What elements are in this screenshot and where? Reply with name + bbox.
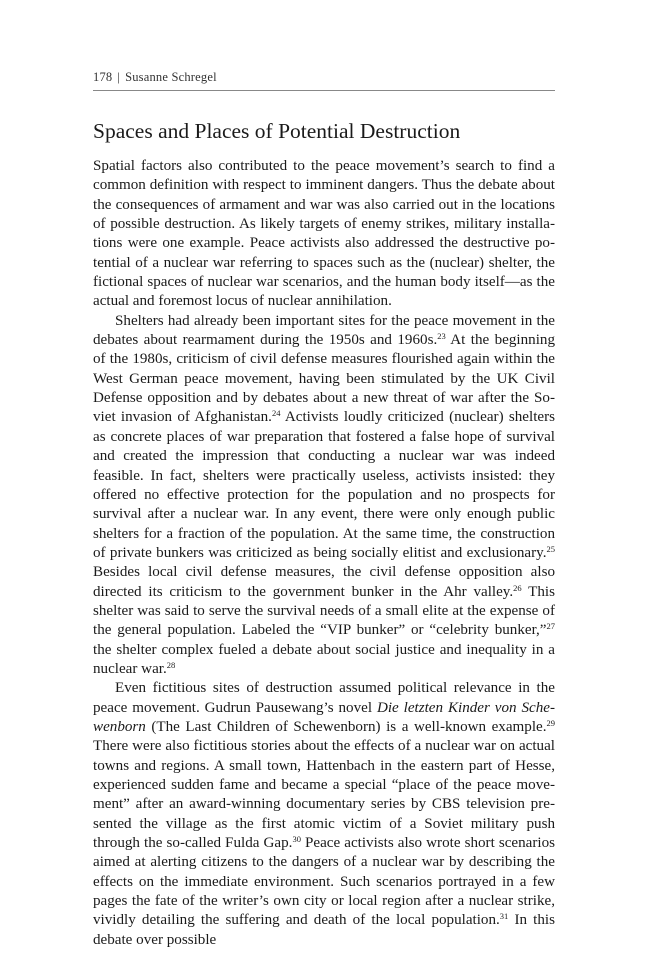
text-run: Spatial factors also contributed to the peace movement’s search to find a common definition with respect to imminent dangers. Thus the debate about the consequences of armament and war was also carried out in the locations of possible destruction. As likely targets of enemy strikes, military installations were one example. Peace activists also addressed the destructive potential of a nuclear war referring to spaces such as the (nuclear) shelter, the fictional spaces of nuclear war scenarios, and the human body itself—as the actual and foremost locus of nuclear annihilation. bbox=[93, 158, 555, 310]
footnote-reference: 25 bbox=[546, 543, 555, 554]
running-head bbox=[93, 70, 555, 85]
text-run: Shelters had already been important sites for the peace movement in the debates about rearmament during the 1950s and 1960s. bbox=[93, 312, 555, 349]
text-run: Even fictitious sites of destruction assumed political relevance in the peace movement. Gudrun Pausewang’s novel bbox=[93, 680, 555, 716]
text-run: This shelter was said to serve the survival needs of a small elite at the expense of the general population. Labeled the “VIP bunker” or “celebrity bunker,” bbox=[93, 583, 555, 639]
book-title: Die letzten Kinder von Schewenborn bbox=[93, 699, 555, 735]
section-title: Spaces and Places of Potential Destruction bbox=[93, 119, 461, 143]
text-run: There were also fictitious stories about the effects of a nuclear war on actual towns and regions. A small town, Hattenbach in the eastern part of Hesse, experienced sudden fame and became a special “place of the peace movement” after an award-winning documentary series by CBS television presented the village as the first atomic victim of a Soviet military push through the so-called Fulda Gap. bbox=[93, 738, 555, 852]
paragraph bbox=[93, 679, 555, 950]
text-run: (The Last Children of Schewenborn) is a well-known example. bbox=[145, 718, 547, 735]
text-run: the shelter complex fueled a debate about social justice and inequality in a nuclear war. bbox=[93, 641, 555, 677]
running-head-author: Susanne Schregel bbox=[125, 70, 217, 84]
body-text bbox=[93, 157, 555, 950]
footnote-reference: 23 bbox=[437, 331, 446, 342]
header-rule bbox=[93, 90, 555, 91]
running-head-separator: | bbox=[117, 70, 121, 84]
text-run: Activists loudly criticized (nuclear) shelters as concrete places of war preparation that fostered a false hope of survival and created the impression that conducting a nuclear war was indeed feasible. In fact, shelters were practically useless, activists insisted: they offered no effective protection for the population and no prospects for survival after a nuclear war. In any event, there were only enough public shelters for a fraction of the population. At the same time, the construction of private bunkers was criticized as being socially elitist and exclusionary. bbox=[93, 409, 555, 561]
page-number: 178 bbox=[93, 70, 113, 84]
footnote-reference: 31 bbox=[499, 911, 509, 922]
footnote-reference: 24 bbox=[271, 408, 281, 419]
text-run: In this debate over possible bbox=[93, 912, 555, 948]
footnote-reference: 27 bbox=[546, 621, 555, 632]
footnote-reference: 30 bbox=[292, 834, 301, 845]
footnote-reference: 26 bbox=[513, 582, 522, 593]
text-run: At the beginning of the 1980s, criticism of civil defense measures flourished again within the West German peace movement, having been stimulated by the UK Civil Defense opposition and by debates about a new threat of war after the Soviet invasion of Afghanistan. bbox=[93, 332, 555, 426]
paragraph bbox=[93, 157, 555, 312]
text-run: Peace activists also wrote short scenarios aimed at alerting citizens to the dangers of a nuclear war by describing the effects on the immediate environment. Such scenarios portrayed in a few pages the fate of the writer’s own city or local region after a nuclear strike, vividly detailing the suffering and death of the local population. bbox=[93, 835, 555, 929]
footnote-reference: 28 bbox=[166, 659, 176, 670]
footnote-reference: 29 bbox=[546, 717, 555, 728]
text-run: Besides local civil defense measures, the civil defense opposition also directed its criticism to the government bunker in the Ahr valley. bbox=[93, 564, 555, 600]
paragraph bbox=[93, 312, 555, 680]
